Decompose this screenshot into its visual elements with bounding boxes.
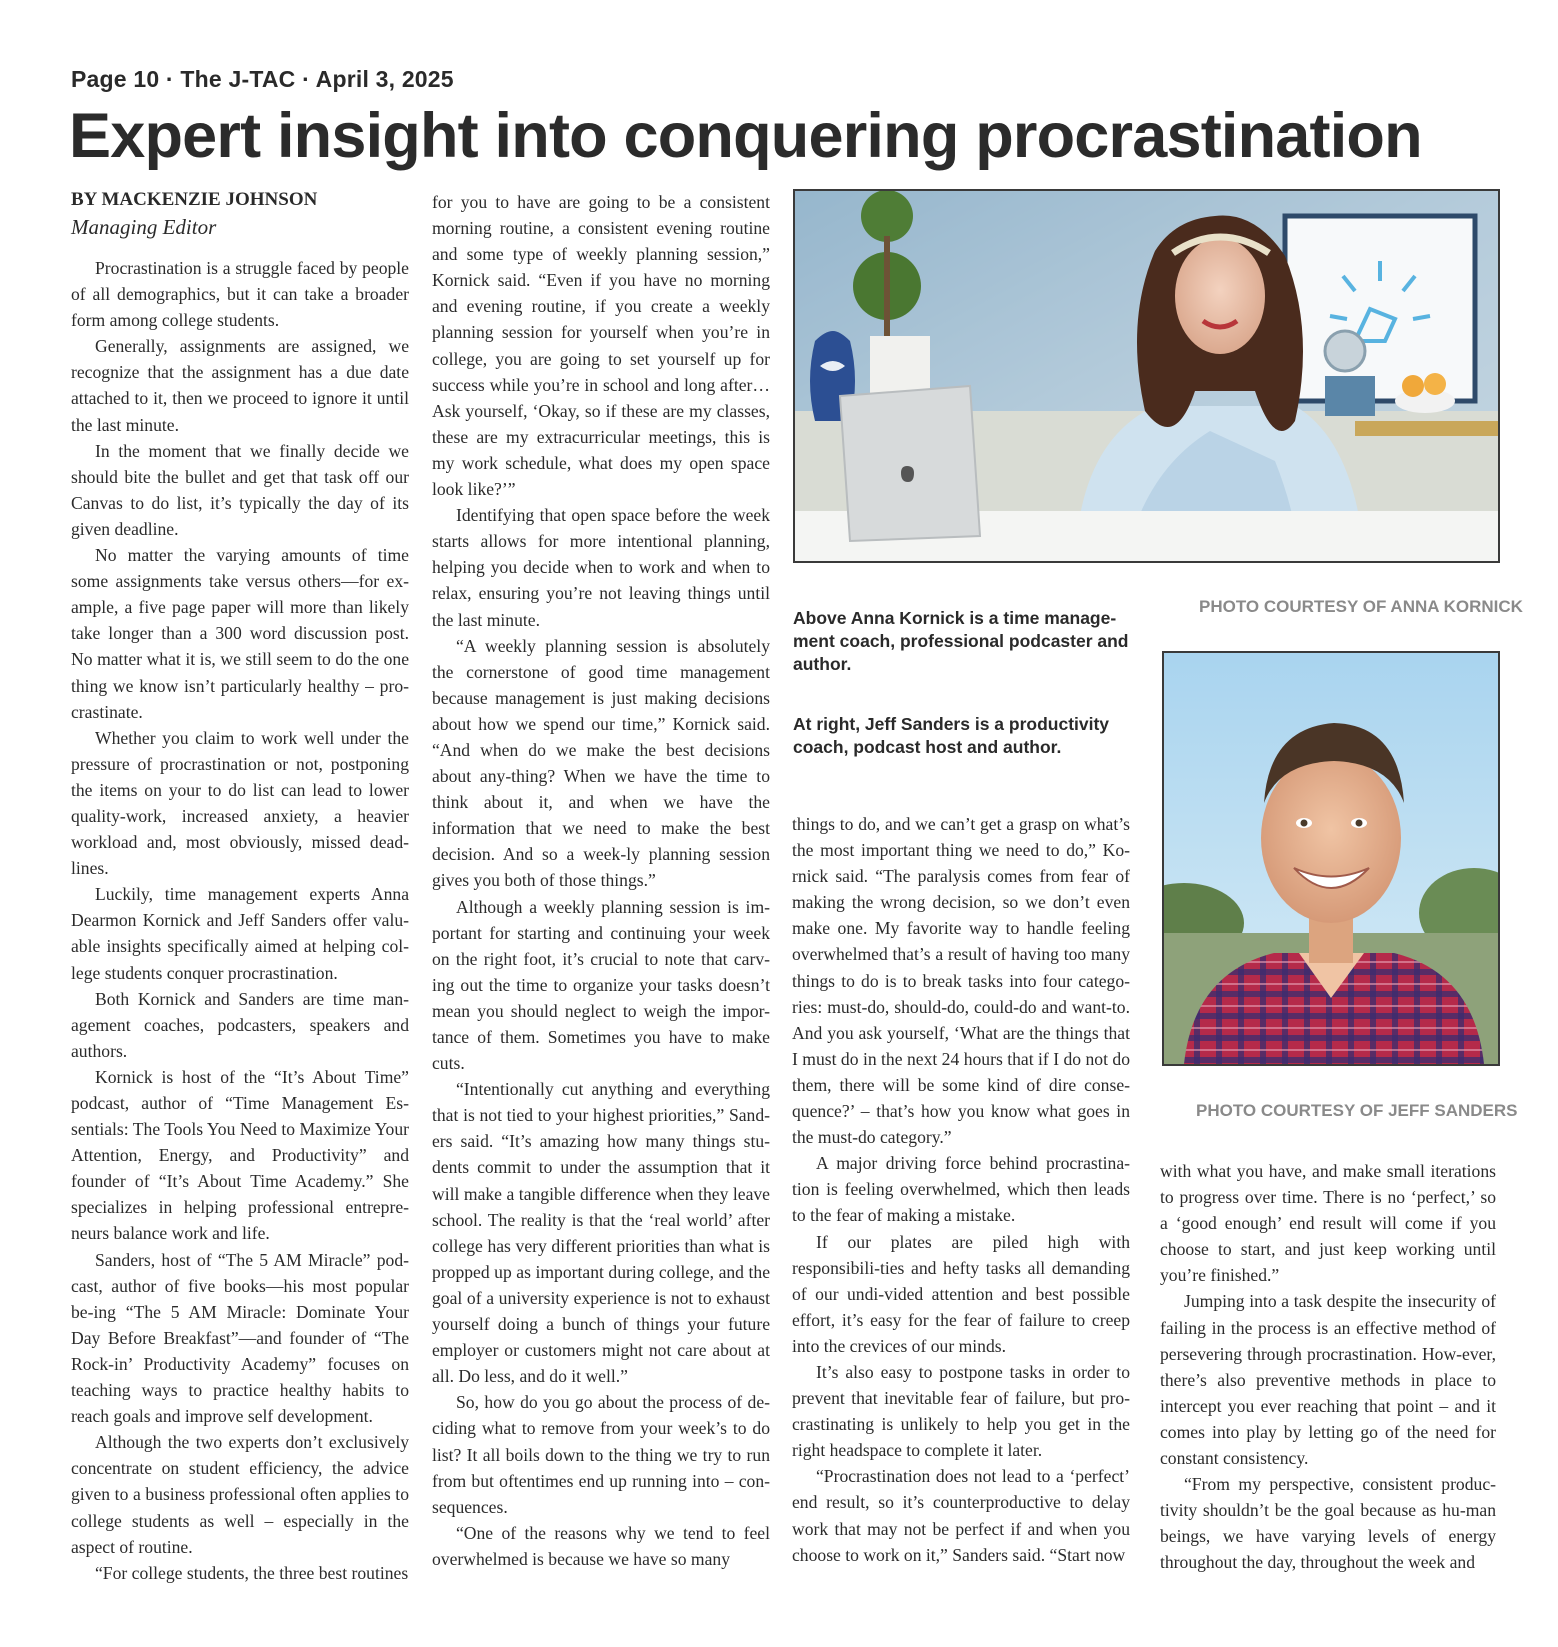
- article-column-2: [432, 189, 770, 1572]
- byline-author: BY MACKENZIE JOHNSON: [71, 189, 318, 210]
- paragraph: Although a weekly planning session is im-portant for starting and continuing your week on the right foot, it’s crucial to note that carv-ing out the time to organize your tasks doesn’t mean you should neglect to weigh the impor-tance of them. Sometimes you have to make cuts.: [432, 896, 770, 1074]
- photo-credit-jeff-sanders: PHOTO COURTESY OF JEFF SANDERS: [1196, 1101, 1518, 1120]
- article-column-4: [1160, 1158, 1496, 1576]
- paragraph: things to do, and we can’t get a grasp on what’s the most important thing we need to do,” Ko-rnick said. “The paralysis comes from fear of making the wrong decision, so we don’t even make one. My favorite way to handle feeling overwhelmed that’s a result of having too many things to do is to break tasks into four catego-ries: must-do, should-do, could-do and want-to. And you ask yourself, ‘What are the things that I must do in the next 24 hours that if I do not do them, there will be some kind of dire conse-quence?’ – that’s how you know what goes in the must-do category.”: [792, 814, 1130, 1148]
- paragraph: Luckily, time management experts Anna Dearmon Kornick and Jeff Sanders offer valu-able insights specifically aimed at helping col-lege students conquer procrastination.: [71, 884, 409, 983]
- paragraph: Both Kornick and Sanders are time man-agement coaches, podcasters, speakers and authors.: [71, 988, 409, 1061]
- paragraph: Whether you claim to work well under the pressure of procrastination or not, postponing the items on your to do list can lead to lower quality-work, increased anxiety, a heavier workload and, most obviously, missed dead-lines.: [71, 727, 409, 879]
- paragraph: Procrastination is a struggle faced by people of all demographics, but it can take a broader form among college students.: [71, 258, 409, 331]
- paragraph: “Procrastination does not lead to a ‘perfect’ end result, so it’s counterproductive to delay work that may not be perfect if and when you choose to work on it,” Sanders said. “Start now: [792, 1466, 1130, 1565]
- article-column-1: [71, 255, 409, 1586]
- paragraph: Kornick is host of the “It’s About Time” podcast, author of “Time Management Es-sentials: The Tools You Need to Maximize Your Attention, Energy, and Productivity” and founder of “It’s About Time Academy.” She specializes in helping professional entrepre-neurs balance work and life.: [71, 1066, 409, 1244]
- paragraph: Generally, assignments are assigned, we recognize that the assignment has a due date attached to it, then we proceed to ignore it until the last minute.: [71, 336, 409, 435]
- jeff-sanders-photo-image: [1164, 653, 1498, 1064]
- paragraph: “For college students, the three best routines: [95, 1562, 409, 1583]
- page-folio: Page 10 · The J-TAC · April 3, 2025: [71, 66, 454, 92]
- paragraph: If our plates are piled high with responsibili-ties and hefty tasks all demanding of our undi-vided attention and best possible effort, it’s easy for the fear of failure to creep into the crevices of our minds.: [792, 1231, 1130, 1356]
- byline-role: Managing Editor: [71, 215, 217, 239]
- paragraph: “A weekly planning session is absolutely the cornerstone of good time management because management is just making decisions about how we spend our time,” Kornick said. “And when do we make the best decisions about any-thing? When we have the time to think about it, and when we have the information that we need to make the best decision. And so a week-ly planning session gives you both of those things.”: [432, 635, 770, 891]
- paragraph: It’s also easy to postpone tasks in order to prevent that inevitable fear of failure, but pro-crastinating is unlikely to help you get in the right headspace to complete it later.: [792, 1361, 1130, 1461]
- paragraph: In the moment that we finally decide we should bite the bullet and get that task off our Canvas to do list, it’s typically the day of its given deadline.: [71, 440, 409, 539]
- paragraph: “Intentionally cut anything and everything that is not tied to your highest priorities,” Sand-ers said. “It’s amazing how many things stu-dents commit to under the assumption that it will make a tangible difference when they leave school. The reality is that the ‘real world’ after college has very different priorities than what is propped up as important during college, and the goal of a university experience is not to exhaust yourself doing a bunch of things your future employer or customers might not care about at all. Do less, and do it well.”: [432, 1079, 770, 1387]
- paragraph: Although the two experts don’t exclusively concentrate on student efficiency, the advice given to a business professional often applies to college students as well – especially in the aspect of routine.: [71, 1432, 409, 1557]
- paragraph: Sanders, host of “The 5 AM Miracle” pod-cast, author of five books—his most popular be-ing “The 5 AM Miracle: Dominate Your Day Before Breakfast”—and founder of “The Rock-in’ Productivity Academy” focuses on teaching ways to practice healthy habits to reach goals and improve self development.: [71, 1249, 409, 1427]
- paragraph: No matter the varying amounts of time some assignments take versus others—for ex-ample, a five page paper will more than likely take longer than a 300 word discussion post. No matter what it is, we still seem to do the one thing we know isn’t particularly healthy – pro-crastinate.: [71, 545, 409, 722]
- paragraph: So, how do you go about the process of de-ciding what to remove from your week’s to do list? It all boils down to the thing we try to run from but oftentimes end up running into – con-sequences.: [432, 1392, 770, 1517]
- paragraph: for you to have are going to be a consistent morning routine, a consistent evening routine and some type of weekly planning session,” Kornick said. “Even if you have no morning and evening routine, if you create a weekly planning session for yourself when you’re in college, you are going to set yourself up for success while you’re in school and long after… Ask yourself, ‘Okay, so if these are my classes, these are my extracurricular meetings, this is my work schedule, what does my open space look like?’”: [432, 192, 770, 500]
- anna-kornick-photo: [793, 189, 1500, 563]
- jeff-sanders-photo: [1162, 651, 1500, 1066]
- paragraph: Jumping into a task despite the insecurity of failing in the process is an effective method of persevering through procrastination. How-ever, there’s also preventive methods in place to intercept you ever reaching that point – and it comes into play by letting go of the need for constant consistency.: [1160, 1291, 1496, 1469]
- paragraph: “One of the reasons why we tend to feel overwhelmed is because we have so many: [432, 1522, 770, 1569]
- photo-caption-anna-kornick: Above Anna Kornick is a time manage-ment coach, professional podcaster and author.: [793, 608, 1129, 674]
- paragraph: with what you have, and make small iterations to progress over time. There is no ‘perfect,’ so a ‘good enough’ end result will come if you choose to start, and just keep working until you’re finished.”: [1160, 1161, 1496, 1286]
- paragraph: A major driving force behind procrastina-tion is feeling overwhelmed, which then leads to the fear of making a mistake.: [792, 1153, 1130, 1226]
- anna-kornick-photo-image: [795, 191, 1498, 561]
- headline: Expert insight into conquering procrastination: [69, 101, 1422, 171]
- paragraph: “From my perspective, consistent produc-tivity shouldn’t be the goal because as hu-man beings, we have varying levels of energy throughout the day, throughout the week and: [1160, 1474, 1496, 1573]
- photo-credit-anna-kornick: PHOTO COURTESY OF ANNA KORNICK: [1199, 597, 1523, 616]
- photo-caption-jeff-sanders: At right, Jeff Sanders is a productivity coach, podcast host and author.: [793, 714, 1110, 757]
- article-column-3: [792, 811, 1130, 1568]
- paragraph: Identifying that open space before the week starts allows for more intentional planning, helping you decide when to work and when to relax, ensuring you’re not leaving things until the last minute.: [432, 505, 770, 630]
